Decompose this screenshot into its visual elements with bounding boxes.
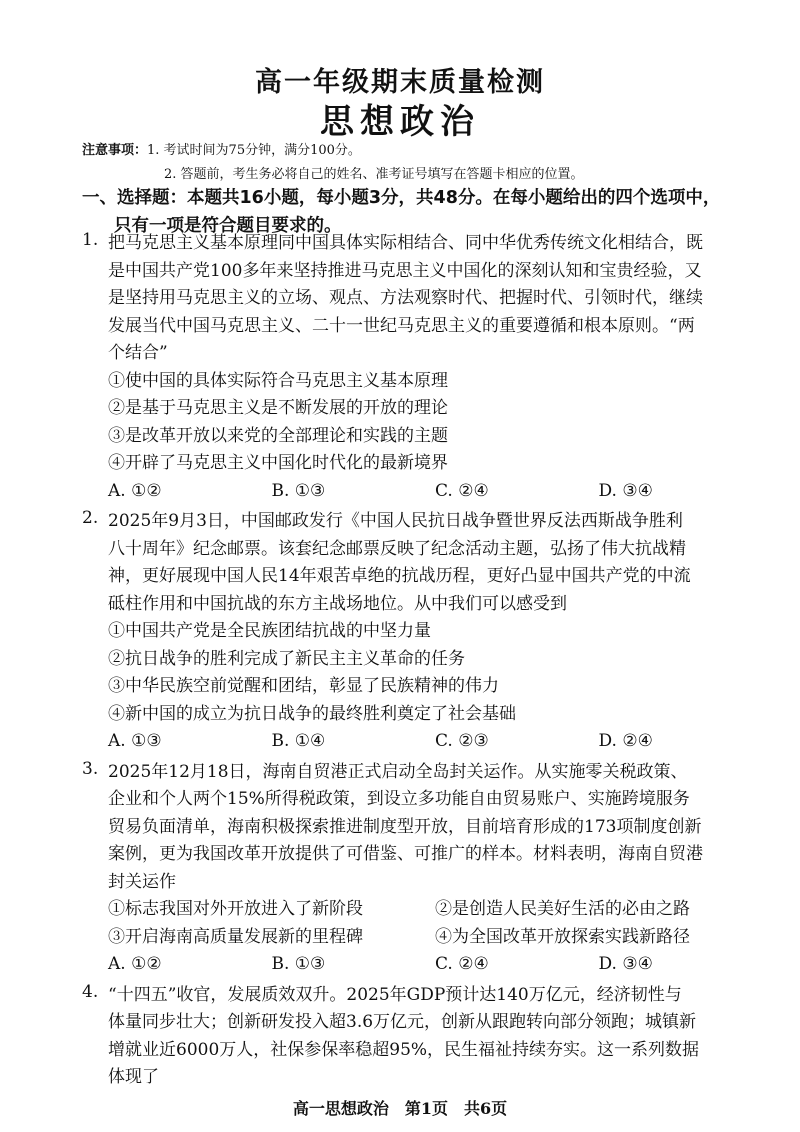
statement: ②抗日战争的胜利完成了新民主主义革命的任务 <box>108 648 465 669</box>
question-number: 4. <box>82 981 99 1002</box>
statement: ③开启海南高质量发展新的里程碑 <box>108 926 363 947</box>
question-4 <box>82 982 762 1092</box>
answer-choices <box>108 951 762 979</box>
choice-b: B. ①③ <box>271 480 326 501</box>
question-number: 1. <box>82 230 99 250</box>
statement: ①中国共产党是全民族团结抗战的中坚力量 <box>108 621 431 641</box>
stem-line: 体现了 <box>108 1067 159 1087</box>
answer-choices <box>108 478 762 506</box>
stem-line: 砥柱作用和中国抗战的东方主战场地位。从中我们可以感受到 <box>108 593 567 614</box>
subject-title: 思想政治 <box>320 102 480 142</box>
statement: ③中华民族空前觉醒和团结，彰显了民族精神的伟力 <box>108 676 499 696</box>
stem-line: “十四五”收官，发展质效双升。2025年GDP预计达140万亿元，经济韧性与 <box>108 984 682 1005</box>
statement: ①标志我国对外开放进入了新阶段 <box>108 899 363 919</box>
section-heading-line-1: 一、选择题：本题共16小题，每小题3分，共48分。在每小题给出的四个选项中， <box>82 188 721 208</box>
stem-line: 封关运作 <box>108 871 176 892</box>
question-stem <box>108 230 762 368</box>
choice-a: A. ①② <box>108 480 162 501</box>
stem-line: 体量同步壮大；创新研发投入超3.6万亿元，创新从跟跑转向部分领跑；城镇新 <box>108 1012 697 1032</box>
question-list <box>82 230 762 1092</box>
stem-line: 案例，更为我国改革开放提供了可借鉴、可推广的样本。材料表明，海南自贸港 <box>108 844 703 864</box>
page-footer: 高一思想政治 第1页 共6页 <box>292 1099 508 1118</box>
choice-d: D. ②④ <box>598 731 653 751</box>
question-number: 2. <box>82 508 99 528</box>
choice-b: B. ①④ <box>271 731 326 751</box>
question-3 <box>82 759 762 979</box>
choice-a: A. ①② <box>108 954 162 974</box>
exam-title: 高一年级期末质量检测 <box>255 67 545 98</box>
question-1 <box>82 230 762 505</box>
question-2 <box>82 508 762 756</box>
notes-block <box>82 139 584 187</box>
statement: ①使中国的具体实际符合马克思主义基本原理 <box>108 370 448 391</box>
choice-c: C. ②③ <box>435 731 489 751</box>
question-stem <box>108 759 762 897</box>
statement: ②是创造人民美好生活的必由之路 <box>435 899 690 919</box>
statement: ④为全国改革开放探索实践新路径 <box>435 926 690 947</box>
stem-line: 企业和个人两个15%所得税政策，到设立多功能自由贸易账户、实施跨境服务 <box>108 789 690 809</box>
choice-c: C. ②④ <box>435 954 489 974</box>
stem-line: 增就业近6000万人，社保参保率稳超95%，民生福祉持续夯实。这一系列数据 <box>108 1039 700 1060</box>
notes-label: 注意事项： <box>82 143 148 158</box>
choice-a: A. ①③ <box>108 731 162 751</box>
stem-line: 贸易负面清单，海南积极探索推进制度型开放，目前培育形成的173项制度创新 <box>108 816 702 837</box>
choice-d: D. ③④ <box>598 954 653 974</box>
stem-line: 发展当代中国马克思主义、二十一世纪马克思主义的重要遵循和根本原则。“两 <box>108 315 695 336</box>
choice-d: D. ③④ <box>598 480 653 501</box>
section-heading-line-2: 只有一项是符合题目要求的。 <box>114 216 342 236</box>
statement-row <box>108 924 762 952</box>
note-item-2: 2. 答题前，考生务必将自己的姓名、准考证号填写在答题卡相应的位置。 <box>164 167 584 182</box>
question-stem <box>108 508 762 618</box>
stem-line: 2025年9月3日，中国邮政发行《中国人民抗日战争暨世界反法西斯战争胜利 <box>108 511 683 531</box>
answer-choices <box>108 728 762 756</box>
stem-line: 神，更好展现中国人民14年艰苦卓绝的抗战历程，更好凸显中国共产党的中流 <box>108 566 691 586</box>
statement: ④新中国的成立为抗日战争的最终胜利奠定了社会基础 <box>108 703 516 724</box>
note-item-1: 1. 考试时间为75分钟，满分100分。 <box>147 143 361 158</box>
choice-b: B. ①③ <box>271 954 326 974</box>
statement: ③是改革开放以来党的全部理论和实践的主题 <box>108 425 448 446</box>
statement: ②是基于马克思主义是不断发展的开放的理论 <box>108 398 448 418</box>
stem-line: 个结合” <box>108 343 168 363</box>
stem-line: 2025年12月18日，海南自贸港正式启动全岛封关运作。从实施零关税政策、 <box>108 761 688 782</box>
choice-c: C. ②④ <box>435 480 489 501</box>
statement-row <box>108 896 762 924</box>
question-number: 3. <box>82 758 99 779</box>
stem-line: 把马克思主义基本原理同中国具体实际相结合、同中华优秀传统文化相结合，既 <box>108 233 703 253</box>
stem-line: 是坚持用马克思主义的立场、观点、方法观察时代、把握时代、引领时代，继续 <box>108 288 703 308</box>
statement: ④开辟了马克思主义中国化时代化的最新境界 <box>108 453 448 473</box>
stem-line: 八十周年》纪念邮票。该套纪念邮票反映了纪念活动主题，弘扬了伟大抗战精 <box>108 538 686 559</box>
stem-line: 是中国共产党100多年来坚持推进马克思主义中国化的深刻认知和宝贵经验，又 <box>108 260 702 281</box>
question-stem <box>108 982 762 1092</box>
note-line-1 <box>82 139 584 163</box>
